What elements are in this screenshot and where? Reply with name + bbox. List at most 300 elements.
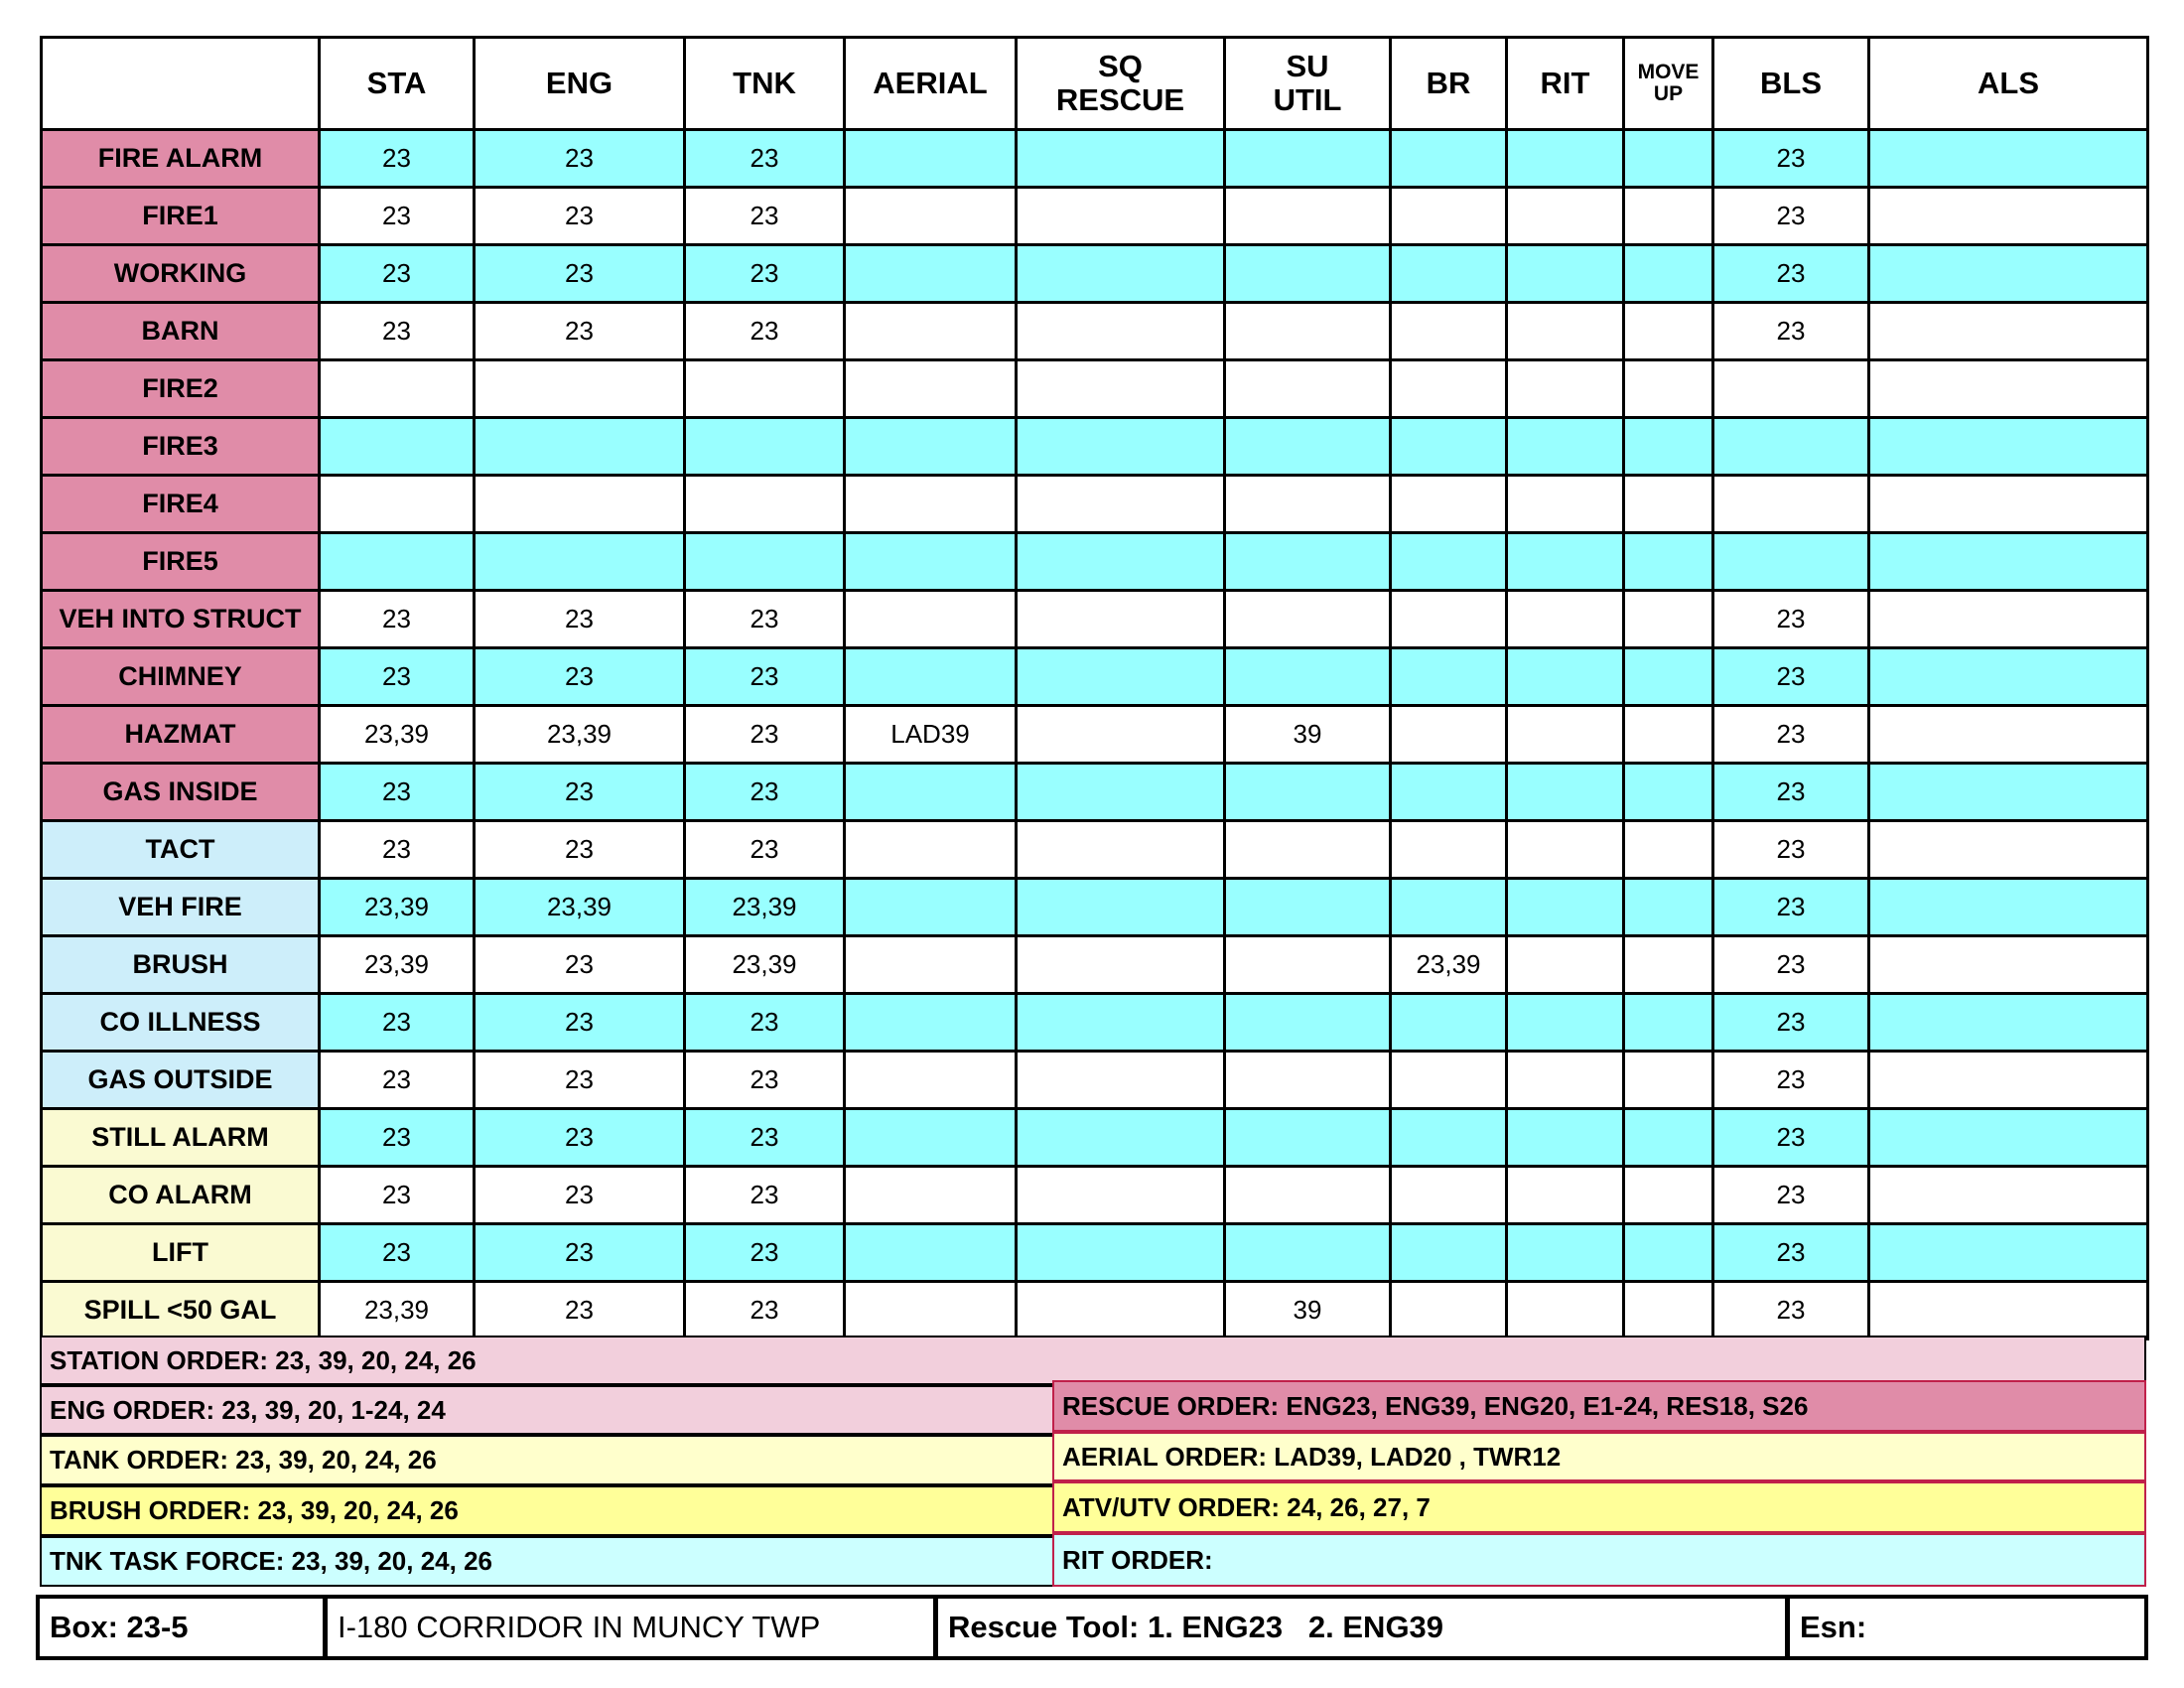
cell-sta — [320, 418, 475, 476]
header-sq-rescue: SQ RESCUE — [1017, 38, 1225, 130]
cell-sq-rescue — [1017, 188, 1225, 245]
cell-su-util: 39 — [1225, 1282, 1391, 1339]
cell-sta: 23 — [320, 994, 475, 1052]
cell-als — [1869, 648, 2148, 706]
cell-tnk: 23,39 — [685, 879, 845, 936]
row-label: BARN — [42, 303, 320, 360]
cell-eng — [475, 418, 685, 476]
cell-tnk: 23 — [685, 706, 845, 764]
cell-rit — [1507, 245, 1624, 303]
cell-sq-rescue — [1017, 476, 1225, 533]
cell-aerial — [845, 994, 1017, 1052]
cell-br — [1391, 1052, 1507, 1109]
cell-br — [1391, 1109, 1507, 1167]
cell-br — [1391, 418, 1507, 476]
cell-sta: 23 — [320, 130, 475, 188]
cell-rit — [1507, 476, 1624, 533]
cell-tnk: 23 — [685, 1052, 845, 1109]
cell-sta: 23 — [320, 648, 475, 706]
cell-sq-rescue — [1017, 994, 1225, 1052]
cell-bls: 23 — [1713, 1052, 1869, 1109]
table-row — [42, 994, 2148, 1052]
table-row — [42, 476, 2148, 533]
cell-sta: 23 — [320, 188, 475, 245]
cell-aerial — [845, 879, 1017, 936]
cell-als — [1869, 994, 2148, 1052]
cell-als — [1869, 476, 2148, 533]
cell-aerial — [845, 418, 1017, 476]
cell-als — [1869, 303, 2148, 360]
header-corner — [42, 38, 320, 130]
cell-su-util — [1225, 821, 1391, 879]
cell-su-util — [1225, 1052, 1391, 1109]
cell-rit — [1507, 1282, 1624, 1339]
cell-su-util — [1225, 533, 1391, 591]
cell-aerial — [845, 936, 1017, 994]
cell-br — [1391, 1167, 1507, 1224]
cell-sta: 23,39 — [320, 706, 475, 764]
cell-als — [1869, 936, 2148, 994]
cell-eng: 23 — [475, 1282, 685, 1339]
row-label: FIRE5 — [42, 533, 320, 591]
cell-br — [1391, 476, 1507, 533]
table-row — [42, 1224, 2148, 1282]
cell-bls: 23 — [1713, 130, 1869, 188]
cell-move-up — [1624, 764, 1713, 821]
cell-br — [1391, 648, 1507, 706]
table-row — [42, 879, 2148, 936]
cell-rit — [1507, 821, 1624, 879]
table-row — [42, 706, 2148, 764]
cell-sq-rescue — [1017, 1167, 1225, 1224]
cell-bls: 23 — [1713, 591, 1869, 648]
cell-move-up — [1624, 1282, 1713, 1339]
cell-su-util — [1225, 936, 1391, 994]
cell-tnk: 23 — [685, 648, 845, 706]
table-row — [42, 591, 2148, 648]
cell-eng — [475, 476, 685, 533]
cell-br — [1391, 591, 1507, 648]
cell-rit — [1507, 1167, 1624, 1224]
cell-move-up — [1624, 821, 1713, 879]
cell-eng: 23 — [475, 936, 685, 994]
cell-move-up — [1624, 1224, 1713, 1282]
cell-br — [1391, 360, 1507, 418]
rescue-order: RESCUE ORDER: ENG23, ENG39, ENG20, E1-24, RES18, S26 — [1052, 1380, 2146, 1432]
cell-su-util — [1225, 130, 1391, 188]
cell-aerial — [845, 130, 1017, 188]
cell-bls: 23 — [1713, 648, 1869, 706]
cell-sta: 23 — [320, 591, 475, 648]
cell-als — [1869, 130, 2148, 188]
cell-als — [1869, 821, 2148, 879]
cell-sq-rescue — [1017, 533, 1225, 591]
cell-tnk: 23 — [685, 245, 845, 303]
cell-als — [1869, 418, 2148, 476]
cell-sta: 23 — [320, 1109, 475, 1167]
table-row — [42, 821, 2148, 879]
cell-su-util — [1225, 764, 1391, 821]
cell-move-up — [1624, 360, 1713, 418]
cell-sq-rescue — [1017, 360, 1225, 418]
cell-aerial — [845, 1052, 1017, 1109]
cell-aerial — [845, 188, 1017, 245]
row-label: FIRE4 — [42, 476, 320, 533]
cell-bls: 23 — [1713, 821, 1869, 879]
table-row — [42, 245, 2148, 303]
cell-move-up — [1624, 648, 1713, 706]
esn-field: Esn: — [1800, 1610, 1867, 1644]
cell-br — [1391, 245, 1507, 303]
cell-sq-rescue — [1017, 303, 1225, 360]
cell-rit — [1507, 130, 1624, 188]
cell-move-up — [1624, 1167, 1713, 1224]
eng-order: ENG ORDER: 23, 39, 20, 1-24, 24 — [40, 1385, 1054, 1435]
cell-sq-rescue — [1017, 821, 1225, 879]
table-row — [42, 1052, 2148, 1109]
cell-bls: 23 — [1713, 1167, 1869, 1224]
cell-als — [1869, 533, 2148, 591]
cell-tnk — [685, 533, 845, 591]
cell-br — [1391, 130, 1507, 188]
header-bls: BLS — [1713, 38, 1869, 130]
cell-su-util: 39 — [1225, 706, 1391, 764]
cell-sq-rescue — [1017, 1224, 1225, 1282]
cell-br — [1391, 706, 1507, 764]
cell-eng: 23 — [475, 1109, 685, 1167]
cell-eng: 23 — [475, 1224, 685, 1282]
cell-eng: 23 — [475, 764, 685, 821]
cell-su-util — [1225, 1109, 1391, 1167]
cell-sta: 23 — [320, 245, 475, 303]
cell-sq-rescue — [1017, 936, 1225, 994]
cell-br: 23,39 — [1391, 936, 1507, 994]
cell-tnk — [685, 476, 845, 533]
cell-bls: 23 — [1713, 994, 1869, 1052]
rit-order: RIT ORDER: — [1052, 1533, 2146, 1587]
cell-sta: 23,39 — [320, 936, 475, 994]
cell-sta: 23 — [320, 1167, 475, 1224]
cell-rit — [1507, 706, 1624, 764]
header-aerial: AERIAL — [845, 38, 1017, 130]
cell-aerial — [845, 1282, 1017, 1339]
header-rit: RIT — [1507, 38, 1624, 130]
cell-rit — [1507, 1052, 1624, 1109]
row-label: BRUSH — [42, 936, 320, 994]
cell-br — [1391, 764, 1507, 821]
brush-order: BRUSH ORDER: 23, 39, 20, 24, 26 — [40, 1485, 1054, 1536]
cell-sq-rescue — [1017, 1109, 1225, 1167]
cell-bls: 23 — [1713, 936, 1869, 994]
cell-br — [1391, 879, 1507, 936]
cell-br — [1391, 533, 1507, 591]
cell-su-util — [1225, 360, 1391, 418]
cell-eng: 23 — [475, 591, 685, 648]
cell-move-up — [1624, 303, 1713, 360]
grid-body — [42, 130, 2148, 1339]
cell-rit — [1507, 591, 1624, 648]
cell-aerial — [845, 360, 1017, 418]
cell-sq-rescue — [1017, 1052, 1225, 1109]
cell-eng: 23 — [475, 1052, 685, 1109]
cell-tnk — [685, 360, 845, 418]
footer-bar — [36, 1595, 2148, 1660]
cell-su-util — [1225, 188, 1391, 245]
table-row — [42, 648, 2148, 706]
cell-bls: 23 — [1713, 188, 1869, 245]
table-row — [42, 936, 2148, 994]
cell-tnk: 23 — [685, 821, 845, 879]
row-label: FIRE1 — [42, 188, 320, 245]
row-label: VEH INTO STRUCT — [42, 591, 320, 648]
cell-bls: 23 — [1713, 1109, 1869, 1167]
cell-aerial — [845, 1167, 1017, 1224]
table-row — [42, 188, 2148, 245]
table-row — [42, 418, 2148, 476]
cell-aerial — [845, 1224, 1017, 1282]
cell-move-up — [1624, 245, 1713, 303]
cell-move-up — [1624, 1052, 1713, 1109]
cell-sta — [320, 533, 475, 591]
tnk-task-force: TNK TASK FORCE: 23, 39, 20, 24, 26 — [40, 1536, 1054, 1587]
row-label: FIRE ALARM — [42, 130, 320, 188]
cell-aerial — [845, 476, 1017, 533]
cell-br — [1391, 303, 1507, 360]
cell-bls — [1713, 476, 1869, 533]
cell-tnk: 23 — [685, 1167, 845, 1224]
cell-als — [1869, 360, 2148, 418]
row-label: SPILL <50 GAL — [42, 1282, 320, 1339]
header-move-up: MOVE UP — [1624, 38, 1713, 130]
cell-sq-rescue — [1017, 706, 1225, 764]
row-label: GAS INSIDE — [42, 764, 320, 821]
area-description: I-180 CORRIDOR IN MUNCY TWP — [328, 1599, 938, 1656]
header-eng: ENG — [475, 38, 685, 130]
row-label: GAS OUTSIDE — [42, 1052, 320, 1109]
cell-bls — [1713, 533, 1869, 591]
cell-rit — [1507, 1109, 1624, 1167]
cell-bls — [1713, 360, 1869, 418]
header-tnk: TNK — [685, 38, 845, 130]
cell-br — [1391, 994, 1507, 1052]
cell-eng — [475, 360, 685, 418]
cell-als — [1869, 879, 2148, 936]
cell-tnk: 23 — [685, 130, 845, 188]
cell-rit — [1507, 648, 1624, 706]
cell-sta: 23 — [320, 764, 475, 821]
row-label: TACT — [42, 821, 320, 879]
cell-su-util — [1225, 1167, 1391, 1224]
response-grid — [40, 36, 2149, 1340]
cell-move-up — [1624, 418, 1713, 476]
cell-move-up — [1624, 188, 1713, 245]
table-row — [42, 1109, 2148, 1167]
cell-sta: 23,39 — [320, 879, 475, 936]
cell-sta: 23 — [320, 303, 475, 360]
cell-sq-rescue — [1017, 418, 1225, 476]
cell-eng: 23 — [475, 303, 685, 360]
cell-eng: 23 — [475, 994, 685, 1052]
cell-bls: 23 — [1713, 245, 1869, 303]
cell-su-util — [1225, 245, 1391, 303]
cell-sq-rescue — [1017, 130, 1225, 188]
cell-bls: 23 — [1713, 706, 1869, 764]
cell-su-util — [1225, 879, 1391, 936]
cell-als — [1869, 764, 2148, 821]
cell-su-util — [1225, 1224, 1391, 1282]
cell-eng: 23 — [475, 1167, 685, 1224]
table-row — [42, 360, 2148, 418]
cell-su-util — [1225, 303, 1391, 360]
cell-tnk: 23 — [685, 764, 845, 821]
header-als: ALS — [1869, 38, 2148, 130]
cell-su-util — [1225, 476, 1391, 533]
cell-aerial — [845, 764, 1017, 821]
cell-aerial — [845, 821, 1017, 879]
cell-aerial — [845, 245, 1017, 303]
cell-aerial — [845, 533, 1017, 591]
cell-rit — [1507, 764, 1624, 821]
cell-su-util — [1225, 418, 1391, 476]
cell-als — [1869, 1282, 2148, 1339]
cell-eng: 23 — [475, 245, 685, 303]
station-order: STATION ORDER: 23, 39, 20, 24, 26 — [40, 1336, 2146, 1385]
cell-tnk: 23,39 — [685, 936, 845, 994]
cell-move-up — [1624, 936, 1713, 994]
cell-aerial — [845, 1109, 1017, 1167]
cell-eng: 23,39 — [475, 706, 685, 764]
cell-aerial — [845, 303, 1017, 360]
cell-tnk — [685, 418, 845, 476]
cell-sq-rescue — [1017, 879, 1225, 936]
cell-sta: 23 — [320, 821, 475, 879]
rescue-tool: Rescue Tool: 1. ENG23 2. ENG39 — [938, 1599, 1790, 1656]
cell-bls — [1713, 418, 1869, 476]
cell-move-up — [1624, 879, 1713, 936]
row-label: WORKING — [42, 245, 320, 303]
cell-tnk: 23 — [685, 994, 845, 1052]
cell-tnk: 23 — [685, 1282, 845, 1339]
row-label: CO ALARM — [42, 1167, 320, 1224]
row-label: CO ILLNESS — [42, 994, 320, 1052]
cell-rit — [1507, 533, 1624, 591]
cell-rit — [1507, 1224, 1624, 1282]
cell-rit — [1507, 418, 1624, 476]
cell-als — [1869, 1109, 2148, 1167]
cell-tnk: 23 — [685, 1109, 845, 1167]
cell-tnk: 23 — [685, 1224, 845, 1282]
cell-move-up — [1624, 591, 1713, 648]
table-row — [42, 1282, 2148, 1339]
table-row — [42, 303, 2148, 360]
cell-tnk: 23 — [685, 188, 845, 245]
row-label: LIFT — [42, 1224, 320, 1282]
cell-als — [1869, 1224, 2148, 1282]
cell-rit — [1507, 303, 1624, 360]
row-label: CHIMNEY — [42, 648, 320, 706]
cell-bls: 23 — [1713, 1224, 1869, 1282]
cell-br — [1391, 188, 1507, 245]
cell-sq-rescue — [1017, 591, 1225, 648]
cell-move-up — [1624, 1109, 1713, 1167]
cell-sq-rescue — [1017, 764, 1225, 821]
cell-als — [1869, 1052, 2148, 1109]
cell-aerial — [845, 591, 1017, 648]
cell-sq-rescue — [1017, 245, 1225, 303]
row-label: STILL ALARM — [42, 1109, 320, 1167]
cell-bls: 23 — [1713, 879, 1869, 936]
cell-aerial: LAD39 — [845, 706, 1017, 764]
cell-als — [1869, 706, 2148, 764]
row-label: HAZMAT — [42, 706, 320, 764]
cell-eng: 23,39 — [475, 879, 685, 936]
cell-sta — [320, 476, 475, 533]
cell-eng — [475, 533, 685, 591]
cell-move-up — [1624, 533, 1713, 591]
cell-move-up — [1624, 706, 1713, 764]
cell-bls: 23 — [1713, 1282, 1869, 1339]
cell-tnk: 23 — [685, 303, 845, 360]
row-label: VEH FIRE — [42, 879, 320, 936]
box-number: Box: 23-5 — [40, 1599, 328, 1656]
cell-su-util — [1225, 591, 1391, 648]
cell-rit — [1507, 360, 1624, 418]
header-row — [42, 38, 2148, 130]
header-sta: STA — [320, 38, 475, 130]
cell-move-up — [1624, 130, 1713, 188]
cell-rit — [1507, 879, 1624, 936]
header-su-util: SU UTIL — [1225, 38, 1391, 130]
cell-tnk: 23 — [685, 591, 845, 648]
table-row — [42, 1167, 2148, 1224]
cell-bls: 23 — [1713, 764, 1869, 821]
cell-move-up — [1624, 994, 1713, 1052]
cell-aerial — [845, 648, 1017, 706]
cell-br — [1391, 1224, 1507, 1282]
tank-order: TANK ORDER: 23, 39, 20, 24, 26 — [40, 1435, 1054, 1485]
cell-als — [1869, 188, 2148, 245]
cell-rit — [1507, 994, 1624, 1052]
cell-br — [1391, 821, 1507, 879]
cell-eng: 23 — [475, 648, 685, 706]
cell-sq-rescue — [1017, 1282, 1225, 1339]
cell-sta: 23 — [320, 1224, 475, 1282]
cell-su-util — [1225, 994, 1391, 1052]
cell-bls: 23 — [1713, 303, 1869, 360]
table-row — [42, 533, 2148, 591]
atv-utv-order: ATV/UTV ORDER: 24, 26, 27, 7 — [1052, 1481, 2146, 1533]
cell-rit — [1507, 188, 1624, 245]
row-label: FIRE3 — [42, 418, 320, 476]
cell-sq-rescue — [1017, 648, 1225, 706]
cell-rit — [1507, 936, 1624, 994]
cell-sta: 23,39 — [320, 1282, 475, 1339]
cell-eng: 23 — [475, 188, 685, 245]
cell-move-up — [1624, 476, 1713, 533]
cell-eng: 23 — [475, 821, 685, 879]
cell-als — [1869, 245, 2148, 303]
cell-sta — [320, 360, 475, 418]
cell-su-util — [1225, 648, 1391, 706]
row-label: FIRE2 — [42, 360, 320, 418]
cell-als — [1869, 1167, 2148, 1224]
cell-eng: 23 — [475, 130, 685, 188]
table-row — [42, 130, 2148, 188]
table-row — [42, 764, 2148, 821]
aerial-order: AERIAL ORDER: LAD39, LAD20 , TWR12 — [1052, 1432, 2146, 1481]
cell-br — [1391, 1282, 1507, 1339]
header-br: BR — [1391, 38, 1507, 130]
